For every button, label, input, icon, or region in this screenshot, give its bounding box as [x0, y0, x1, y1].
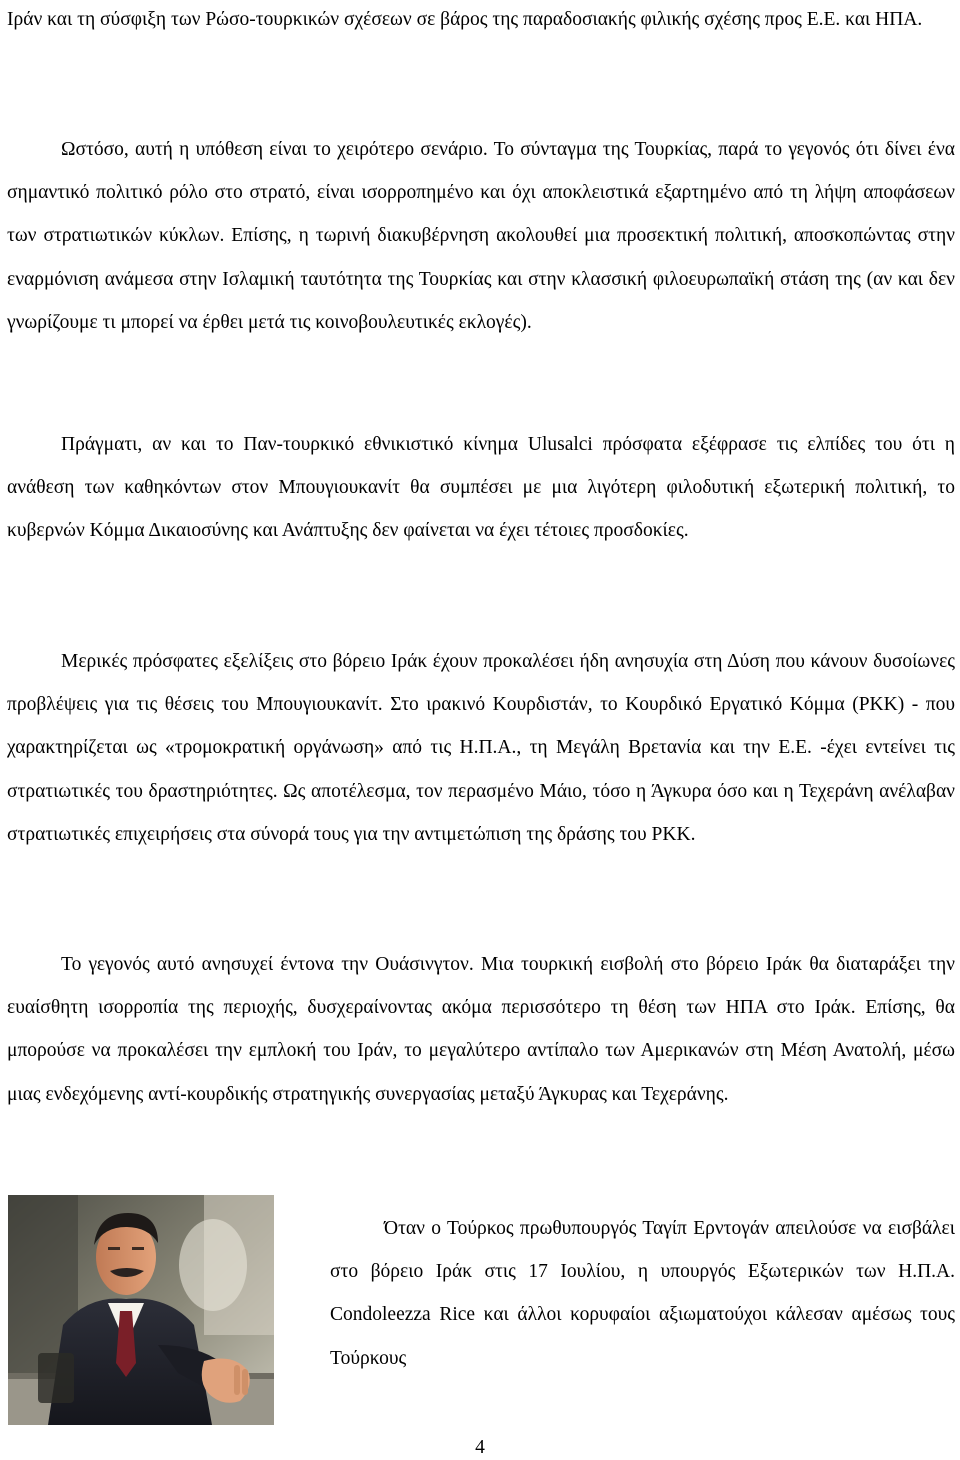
page-number: 4: [475, 1437, 485, 1458]
paragraph-ulusalci: Πράγματι, αν και το Παν-τουρκικό εθνικιστικό κίνημα Ulusalci πρόσφατα εξέφρασε τις ελπίδες του ότι η ανάθεση των καθηκόντων στον Μπουγιουκανίτ θα συμπέσει με μια λιγότερη φιλοδυτική εξωτερική πολιτική, το κυβερνών Κόμμα Δικαιοσύνης και Ανάπτυξης δεν φαίνεται να έχει τέτοιες προσδοκίες.: [7, 434, 955, 542]
paragraph-washington: Το γεγονός αυτό ανησυχεί έντονα την Ουάσινγτον. Μια τουρκική εισβολή στο βόρειο Ιράκ θα διαταράξει την ευαίσθητη ισορροπία της περιοχής, δυσχεραίνοντας ακόμα περισσότερο τη θέση των ΗΠΑ στο Ιράκ. Επίσης, θα μπορούσε να προκαλέσει την εμπλοκή του Ιράν, το μεγαλύτερο αντίπαλο των Αμερικανών στη Μέση Ανατολή, μέσω μιας ενδεχόμενης αντί-κουρδικής στρατηγικής συνεργασίας μεταξύ Άγκυρας και Τεχεράνης.: [7, 954, 955, 1105]
speaker-photo: [8, 1195, 274, 1425]
paragraph-erdogan: Όταν ο Τούρκος πρωθυπουργός Ταγίπ Ερντογάν απειλούσε να εισβάλει στο βόρειο Ιράκ στις 17 Ιουλίου, η υπουργός Εξωτερικών των Η.Π.Α. Condoleezza Rice και άλλοι κορυφαίοι αξιωματούχοι κάλεσαν αμέσως τους Τούρκους: [330, 1218, 955, 1369]
paragraph-north-iraq: Μερικές πρόσφατες εξελίξεις στο βόρειο Ιράκ έχουν προκαλέσει ήδη ανησυχία στη Δύση που κάνουν δυσοίωνες προβλέψεις για τις θέσεις του Μπουγιουκανίτ. Στο ιρακινό Κουρδιστάν, το Κουρδικό Εργατικό Κόμμα (PKK) - που χαρακτηρίζεται ως «τρομοκρατική οργάνωση» από τις Η.Π.Α., τη Μεγάλη Βρετανία και την Ε.Ε. -έχει εντείνει τις στρατιωτικές του δραστηριότητες. Ως αποτέλεσμα, τον περασμένο Μάιο, τόσο η Άγκυρα όσο και η Τεχεράνη ανέλαβαν στρατιωτικές επιχειρήσεις στα σύνορά τους για την αντιμετώπιση της δράσης του PKK.: [7, 651, 955, 845]
speaker-photo-illustration: [8, 1195, 274, 1425]
paragraph-fragment: Ιράν και τη σύσφιξη των Ρώσο-τουρκικών σχέσεων σε βάρος της παραδοσιακής φιλικής σχέσης προς Ε.Ε. και ΗΠΑ.: [7, 9, 923, 30]
paragraph-constitution: Ωστόσο, αυτή η υπόθεση είναι το χειρότερο σενάριο. Το σύνταγμα της Τουρκίας, παρά το γεγονός ότι δίνει ένα σημαντικό πολιτικό ρόλο στο στρατό, είναι ισορροπημένο και όχι αποκλειστικά εξαρτημένο από τη λήψη αποφάσεων των στρατιωτικών κύκλων. Επίσης, η τωρινή διακυβέρνηση ακολουθεί μια προσεκτική πολιτική, αποσκοπώντας στην εναρμόνιση ανάμεσα στην Ισλαμική ταυτότητα της Τουρκίας και στην κλασσική φιλοευρωπαϊκή στάση της (αν και δεν γνωρίζουμε τι μπορεί να έρθει μετά τις κοινοβουλευτικές εκλογές).: [7, 139, 955, 333]
